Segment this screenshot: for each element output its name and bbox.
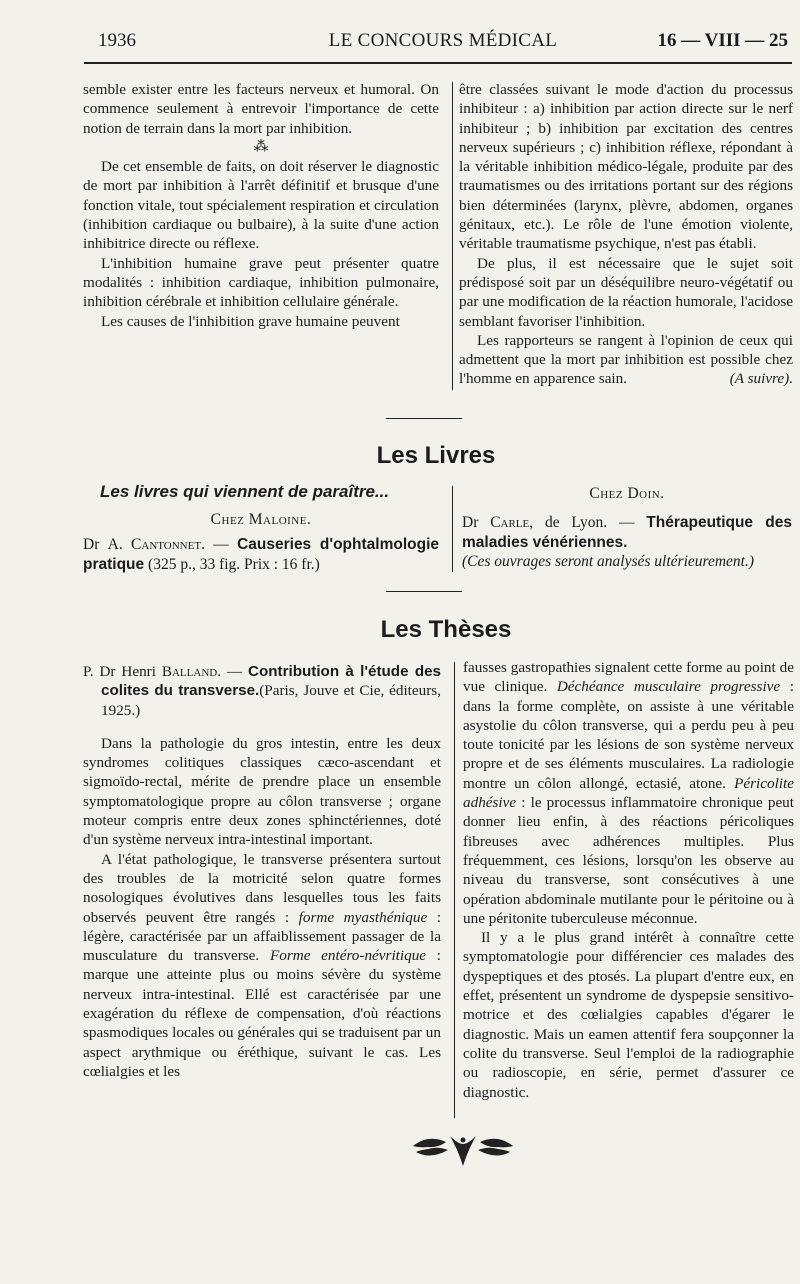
paragraph: semble exister entre les facteurs nerveux et humoral. On commence seulement à entrevoir l'importance de cette notion de terrain dans la mort par inhibition. [83, 81, 439, 137]
theses-left-column [83, 662, 441, 1081]
section-rule [386, 418, 462, 419]
paragraph: être classées suivant le mode d'action du processus inhibiteur : a) inhibition par action directe sur le nerf inhibiteur ; b) inhibition par excitation des centres nerveux supérieurs ; c) inhibition réflexe, répondant à la véritable inhibition médico-légale, produite par des traumatismes ou des irritations portant sur des régions bien déterminées (larynx, plèvre, abdomen, organes génitaux, etc.). Le rôle de l'une émotion violente, véritable traumatisme psychique, n'est pas établi. [459, 81, 793, 253]
publisher-doin: Chez Doin. [589, 485, 665, 502]
publisher-maloine: Chez Maloine. [210, 511, 312, 528]
section-stars [83, 138, 439, 157]
section-title-theses: Les Thèses [380, 616, 512, 643]
paragraph: De plus, il est nécessaire que le sujet soit prédisposé soit par un déséquilibre neuro-végétatif ou par une modification de la réaction humorale, l'acidose semblant favoriser l'inhibition. [459, 254, 793, 330]
paragraph: L'inhibition humaine grave peut présenter quatre modalités : inhibition cardiaque, inhibition pulmonaire, inhibition cérébrale et inhibition cellulaire générale. [83, 254, 439, 311]
column-divider [452, 486, 453, 572]
paragraph: Les causes de l'inhibition grave humaine peuvent [101, 312, 400, 330]
book-entry: Dr A. Cantonnet. — Causeries d'ophtalmologie pratique (325 p., 33 fig. Prix : 16 fr.) [83, 536, 439, 573]
paragraph: A l'état pathologique, le transverse présentera surtout des troubles de la motricité selon quatre formes nosologiques évolutives dans lesquelles tous les faits observés peuvent être rangés : forme myasthénique : légère, caractérisée par un affaiblissement passager de la musculature du transverse. Forme entéro-névritique : marque une atteinte plus ou moins sévère du système nerveux intra-intestinal. Ellé est caractérisée par une exagération du réflexe de compensation, d'où réactions spasmodiques locales ou générales qui se traduisent par un aspect arythmique ou éréthique, suivant le cas. Les cœlialgies et les [83, 850, 441, 1080]
journal-title: LE CONCOURS MÉDICAL [328, 30, 558, 51]
top-left-column [83, 80, 439, 331]
book-entry: Dr Carle, de Lyon. — Thérapeutique des maladies vénériennes. [462, 514, 793, 551]
page-number: 1936 [98, 30, 136, 51]
top-right-column [459, 80, 793, 389]
fleuron-ornament-icon [408, 1130, 518, 1170]
books-note: (Ces ouvrages seront analysés ultérieurement.) [462, 552, 755, 570]
column-divider [452, 82, 453, 390]
column-divider [454, 662, 455, 1118]
paragraph: Les rapporteurs se rangent à l'opinion de ceux qui admettent que la mort par inhibition est possible chez l'homme en apparence sain. (A suivre). [459, 331, 793, 388]
asterism-icon: ⁂ [253, 138, 269, 155]
books-right [462, 484, 792, 571]
theses-right-column [463, 658, 794, 1102]
paragraph: Dans la pathologie du gros intestin, entre les deux syndromes colitiques classiques cæco-ascendant et sigmoïdo-rectal, mérite de prendre place un ensemble symptomatologique propre au côlon transverse ; organe moteur compris entre deux zones sphinctériennes, doté d'un système nerveux intra-intestinal important. [83, 734, 441, 849]
header-rule [84, 62, 792, 64]
page-header [98, 30, 788, 60]
section-title-livres: Les Livres [376, 442, 496, 469]
section-rule [386, 591, 462, 592]
to-be-continued: (A suivre). [729, 370, 793, 388]
paragraph: fausses gastropathies signalent cette forme au point de vue clinique. Déchéance musculaire progressive : dans la forme complète, on assiste à une véritable asystolie du côlon transverse, qui a perdu peu à peu toute tonicité par les lésions de son système nerveux propre et de ses éléments musculaires. La radiologie montre un côlon allongé, ectasié, atone. Péricolite adhésive : le processus inflammatoire chronique peut donner lieu enfin, à des réactions péricoliques fibreuses avec adhérences multiples. Plus fréquemment, ces lésions, lorsqu'on les observe au niveau du transverse, sont consécutives à une opération abdominale mutilante pour le péritoine ou à une péritonite tuberculeuse méconnue. [463, 659, 794, 927]
thesis-citation: P. Dr Henri Balland. — Contribution à l'étude des colites du transverse.(Paris, Jouve et Cie, éditeurs, 1925.) [83, 663, 441, 719]
paragraph: Il y a le plus grand intérêt à connaître cette symptomatologie pour différencier ces malades des dyspeptiques et des ptosés. La plupart d'entre eux, en effet, présentent un syndrome de dyspepsie sensitivo-motrice et des cœlialgies capables d'égarer le diagnostic. Mais un eamen attentif fera soupçonner la colite du transverse. Seul l'emploi de la radiographie ou radioscopie, en série, permet d'assurer ce diagnostic. [463, 929, 794, 1101]
books-subtitle: Les livres qui viennent de paraître... [100, 482, 390, 501]
books-left [83, 510, 439, 574]
paragraph: De cet ensemble de faits, on doit réserver le diagnostic de mort par inhibition à l'arrêt définitif et brusque d'une fonction vitale, tout spécialement respiration et circulation (inhibition cardiaque ou bulbaire), à la suite d'une action inhibitrice directe ou réflexe. [83, 158, 439, 253]
issue-date: 16 — VIII — 25 [657, 30, 788, 51]
